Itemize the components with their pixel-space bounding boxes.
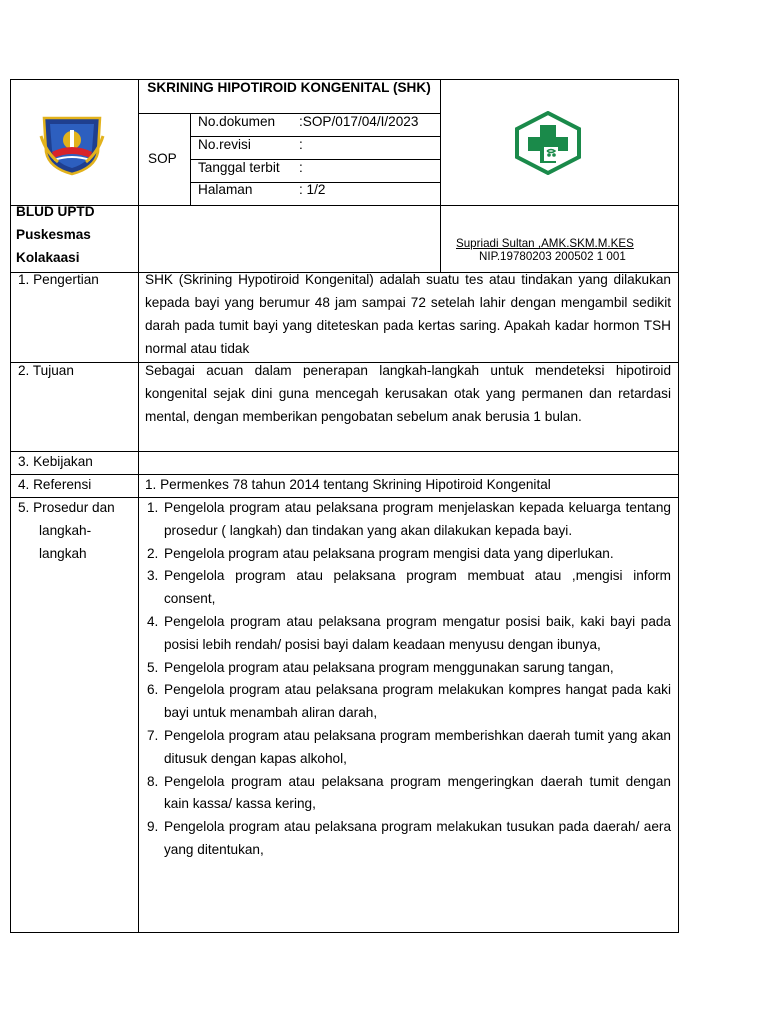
list-item [138, 816, 671, 862]
section-label-pengertian: 1. Pengertian [18, 272, 99, 287]
step-number: 8. [147, 773, 159, 789]
sop-label: SOP [148, 151, 177, 166]
step-number: 5. [147, 659, 159, 675]
step-text: Pengelola program atau pelaksana program melakukan kompres hangat pada kaki bayi untuk menambah aliran darah, [164, 682, 671, 721]
step-text: Pengelola program atau pelaksana program mengatur posisi baik, kaki bayi pada posisi lebih rendah/ posisi bayi dalam keadaan menyusu dengan ibunya, [164, 613, 671, 652]
referensi-text: 1. Permenkes 78 tahun 2014 tentang Skrining Hipotiroid Kongenital [145, 477, 551, 492]
step-number: 2. [147, 545, 159, 561]
step-text: Pengelola program atau pelaksana program melakukan tusukan pada daerah/ aera yang ditentukan, [164, 819, 671, 857]
section-label-tujuan: 2. Tujuan [18, 363, 74, 378]
step-number: 4. [147, 613, 159, 629]
list-item [138, 725, 671, 771]
step-text: Pengelola program atau pelaksana program menjelaskan kepada keluarga tentang prosedur ( langkah) dan tindakan yang akan dilakukan kepada bayi. [164, 500, 671, 538]
field-no-revisi-label: No.revisi [198, 137, 251, 152]
org-name-line-2: Puskesmas [16, 227, 91, 242]
tujuan-text: Sebagai acuan dalam penerapan langkah-langkah untuk mendeteksi hipotiroid kongenital sejak dini guna mencegah kerusakan otak yang permanen dan retardasi mental, dengan memberikan pengobatan sebelum anak berusia 1 bulan. [145, 363, 671, 424]
list-item [138, 565, 671, 611]
puskesmas-logo [513, 111, 583, 175]
signatory-name: Supriadi Sultan ,AMK.SKM.M.KES [456, 237, 634, 250]
step-text: Pengelola program atau pelaksana program memberishkan daerah tumit yang akan ditusuk dengan kapas alkohol, [164, 727, 671, 766]
field-halaman-value: : 1/2 [299, 182, 326, 197]
section-label-prosedur-line-2: langkah- [39, 523, 92, 538]
step-number: 1. [147, 500, 159, 515]
step-number: 6. [147, 682, 159, 698]
section-label-prosedur-line-3: langkah [39, 546, 87, 561]
step-text: Pengelola program atau pelaksana program menggunakan sarung tangan, [164, 659, 614, 675]
field-tanggal-terbit-label: Tanggal terbit [198, 160, 280, 175]
step-number: 9. [147, 819, 159, 835]
field-no-revisi-value: : [299, 137, 303, 152]
step-number: 7. [147, 727, 159, 743]
org-name-line-1: BLUD UPTD [16, 204, 95, 219]
prosedur-steps-list [138, 497, 671, 862]
document-title: SKRINING HIPOTIROID KONGENITAL (SHK) [147, 80, 431, 95]
step-number: 3. [147, 568, 159, 584]
org-name-line-3: Kolakaasi [16, 250, 80, 265]
field-no-dokumen-value: :SOP/017/04/I/2023 [299, 114, 419, 129]
section-label-referensi: 4. Referensi [18, 477, 92, 492]
list-item [138, 611, 671, 657]
regional-crest-logo [38, 112, 106, 176]
pengertian-text: SHK (Skrining Hypotiroid Kongenital) adalah suatu tes atau tindakan yang dilakukan kepada bayi yang berumur 48 jam sampai 72 setelah lahir dengan mengambil sedikit darah pada tumit bayi yang diteteskan pada kertas saring. Apakah kadar hormon TSH normal atau tidak [145, 272, 671, 356]
section-label-kebijakan: 3. Kebijakan [18, 454, 93, 469]
list-item [138, 679, 671, 725]
field-tanggal-terbit-value: : [299, 160, 303, 175]
list-item [138, 657, 671, 680]
field-no-dokumen-label: No.dokumen [198, 114, 276, 129]
section-label-prosedur: 5. Prosedur dan [18, 500, 115, 515]
step-text: Pengelola program atau pelaksana program membuat atau ,mengisi inform consent, [164, 568, 671, 607]
step-text: Pengelola program atau pelaksana program mengeringkan daerah tumit dengan kain kassa/ kassa kering, [164, 773, 671, 812]
list-item [138, 543, 671, 566]
list-item [138, 771, 671, 817]
step-text: Pengelola program atau pelaksana program mengisi data yang diperlukan. [164, 545, 614, 561]
signatory-nip: NIP.19780203 200502 1 001 [479, 250, 626, 263]
field-halaman-label: Halaman [198, 182, 253, 197]
list-item [138, 497, 671, 543]
